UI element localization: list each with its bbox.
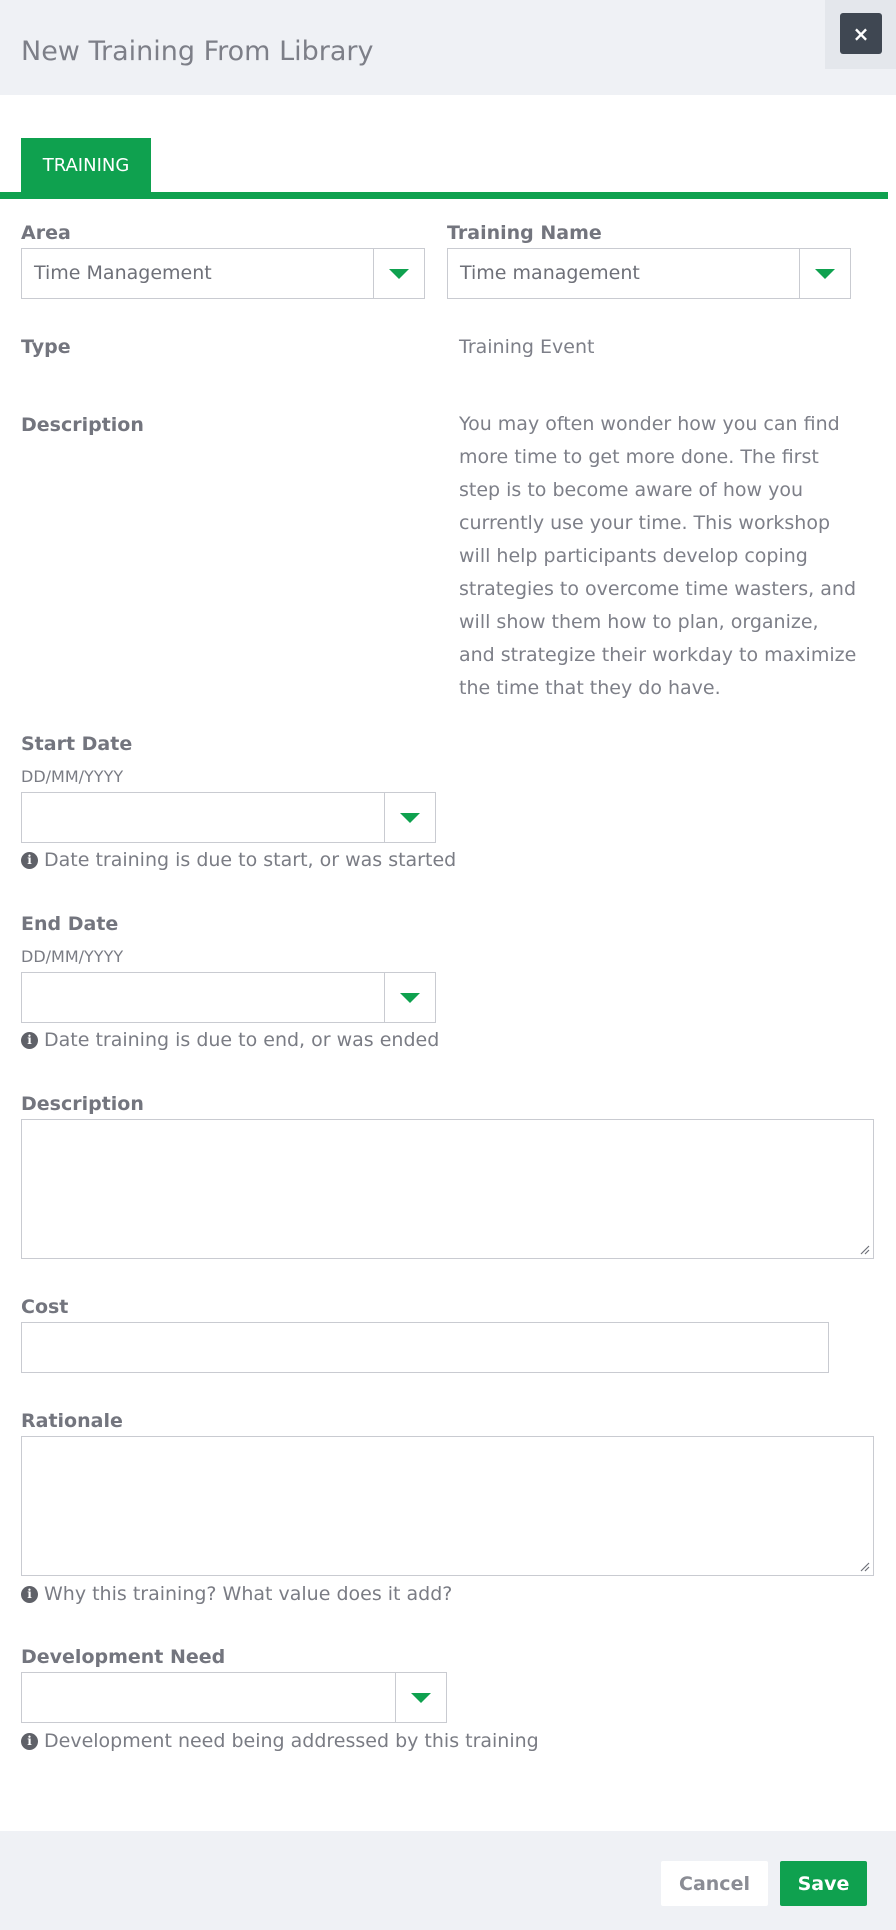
caret-down-icon bbox=[400, 993, 420, 1003]
area-select[interactable] bbox=[21, 248, 425, 299]
modal-header bbox=[0, 0, 896, 95]
cost-label: Cost bbox=[21, 1296, 69, 1318]
close-icon: × bbox=[852, 21, 870, 46]
rationale-helper bbox=[21, 1583, 452, 1605]
start-date-format-hint: DD/MM/YYYY bbox=[21, 767, 124, 786]
end-date-label: End Date bbox=[21, 913, 119, 935]
caret-down-icon bbox=[815, 269, 835, 279]
info-circle-icon: i bbox=[21, 1586, 38, 1603]
info-circle-icon: i bbox=[21, 1032, 38, 1049]
info-circle-icon: i bbox=[21, 1733, 38, 1750]
area-value: Time Management bbox=[34, 262, 212, 284]
start-date-picker[interactable] bbox=[21, 792, 436, 843]
type-label: Type bbox=[21, 336, 71, 358]
cancel-button[interactable]: Cancel bbox=[661, 1861, 768, 1906]
development-need-select[interactable] bbox=[21, 1672, 447, 1723]
development-need-label: Development Need bbox=[21, 1646, 226, 1668]
save-button[interactable]: Save bbox=[780, 1861, 867, 1906]
development-need-helper bbox=[21, 1730, 539, 1752]
rationale-textarea[interactable] bbox=[21, 1436, 874, 1576]
training-description-label: Description bbox=[21, 414, 144, 436]
training-name-select[interactable] bbox=[447, 248, 851, 299]
rationale-label: Rationale bbox=[21, 1410, 123, 1432]
type-value: Training Event bbox=[459, 336, 595, 358]
info-circle-icon: i bbox=[21, 852, 38, 869]
caret-down-icon bbox=[389, 269, 409, 279]
training-name-value: Time management bbox=[460, 262, 640, 284]
description-textarea[interactable] bbox=[21, 1119, 874, 1259]
caret-down-icon bbox=[400, 813, 420, 823]
end-date-helper-text: Date training is due to end, or was ended bbox=[44, 1029, 440, 1051]
resize-handle-icon[interactable] bbox=[859, 1561, 870, 1572]
close-button[interactable] bbox=[840, 13, 882, 54]
rationale-helper-text: Why this training? What value does it add? bbox=[44, 1583, 453, 1605]
start-date-helper-text: Date training is due to start, or was started bbox=[44, 849, 457, 871]
caret-down-icon bbox=[411, 1693, 431, 1703]
training-description-text: You may often wonder how you can find more time to get more done. The first step is to become aware of how you currently use your time. This workshop will help participants develop coping strategies to overcome time wasters, and will show them how to plan, organize, and strategize their workday to maximize the time that they do have. bbox=[459, 413, 857, 699]
tab-training[interactable]: TRAINING bbox=[21, 138, 151, 192]
area-label: Area bbox=[21, 222, 71, 244]
end-date-dropdown-toggle[interactable] bbox=[384, 973, 435, 1022]
start-date-helper bbox=[21, 849, 456, 871]
area-dropdown-toggle[interactable] bbox=[373, 249, 424, 298]
end-date-picker[interactable] bbox=[21, 972, 436, 1023]
description-label: Description bbox=[21, 1093, 144, 1115]
start-date-label: Start Date bbox=[21, 733, 133, 755]
tab-underline bbox=[0, 192, 888, 199]
cost-input[interactable] bbox=[21, 1322, 829, 1373]
end-date-helper bbox=[21, 1029, 439, 1051]
development-need-helper-text: Development need being addressed by this training bbox=[44, 1730, 539, 1752]
development-need-dropdown-toggle[interactable] bbox=[395, 1673, 446, 1722]
modal-title: New Training From Library bbox=[21, 36, 374, 67]
training-name-dropdown-toggle[interactable] bbox=[799, 249, 850, 298]
start-date-dropdown-toggle[interactable] bbox=[384, 793, 435, 842]
end-date-format-hint: DD/MM/YYYY bbox=[21, 947, 124, 966]
training-name-label: Training Name bbox=[447, 222, 602, 244]
resize-handle-icon[interactable] bbox=[859, 1244, 870, 1255]
